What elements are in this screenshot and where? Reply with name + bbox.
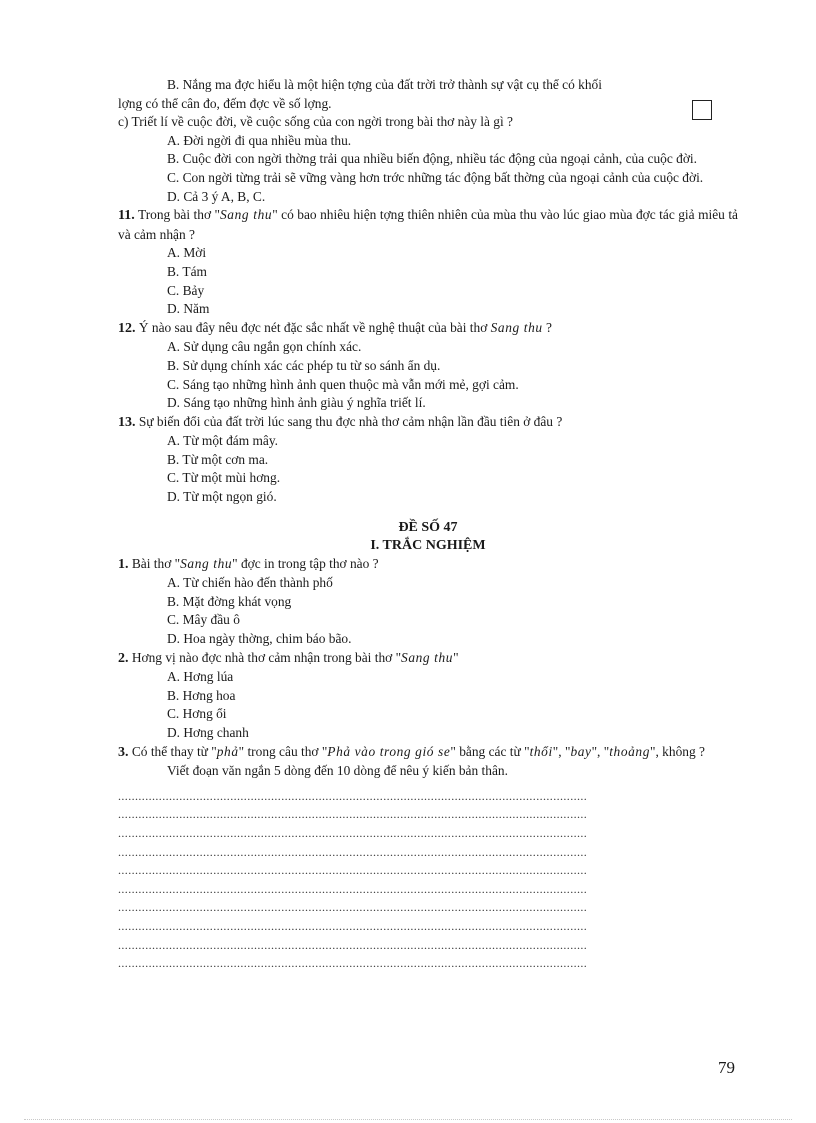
answer-line[interactable]: .......................................................................................................................................... — [118, 918, 588, 933]
s2-option-c: C. Hơng ổi — [167, 706, 227, 722]
question-11-pre: Trong bài thơ " — [137, 207, 221, 223]
s-question-3-part-5: ", " — [591, 743, 610, 759]
s2-option-b: B. Hơng hoa — [167, 687, 236, 703]
s-question-2-pre: Hơng vị nào đợc nhà thơ cảm nhận trong bài thơ " — [131, 649, 402, 665]
answer-line[interactable]: .......................................................................................................................................... — [118, 900, 588, 915]
q10b-line-1: B. Nắng ma đợc hiểu là một hiện tợng của đất trời trở thành sự vật cụ thể có khối — [167, 77, 602, 92]
answer-line[interactable]: .......................................................................................................................................... — [118, 956, 588, 971]
q13-option-c: C. Từ một mùi hơng. — [167, 470, 281, 486]
q10c-option-c: C. Con ngời từng trải sẽ vững vàng hơn trớc những tác động bất thờng của ngoại cảnh của cuộc đời. — [167, 169, 704, 185]
question-11 — [118, 206, 738, 244]
s-question-3-word-1: phả — [216, 743, 239, 759]
q10c-option-d: D. Cả 3 ý A, B, C. — [167, 188, 266, 204]
s1-option-a: A. Từ chiến hào đến thành phố — [167, 575, 333, 591]
s2-option-a: A. Hơng lúa — [167, 669, 234, 685]
s-question-3-word-4: bay — [570, 743, 592, 759]
answer-lines[interactable] — [118, 787, 738, 973]
question-12-post: ? — [542, 319, 552, 335]
q11-option-a: A. Mời — [167, 245, 207, 261]
q12-option-d: D. Sáng tạo những hình ảnh giàu ý nghĩa triết lí. — [167, 395, 426, 411]
section-title: I. TRẮC NGHIỆM — [370, 537, 486, 553]
q13-option-d: D. Từ một ngọn gió. — [167, 489, 277, 505]
answer-line[interactable]: .......................................................................................................................................... — [118, 937, 588, 952]
question-13 — [118, 413, 738, 433]
s-question-1-number: 1. — [118, 556, 129, 572]
s-question-3-part-2: " trong câu thơ " — [238, 743, 328, 759]
page-bottom-border — [24, 1119, 792, 1120]
question-12-number: 12. — [118, 320, 136, 336]
s-question-3-part-3: " bằng các từ " — [450, 743, 530, 759]
s-question-1-pre: Bài thơ " — [131, 555, 181, 571]
question-12-pre: Ý nào sau đây nêu đợc nét đặc sắc nhất về nghệ thuật của bài thơ — [138, 319, 491, 335]
exam-title: ĐỀ SỐ 47 — [398, 519, 458, 535]
q10c-option-b: B. Cuộc đời con ngời thờng trải qua nhiều biến động, nhiều tác động của ngoại cảnh, của cuộc đời. — [167, 151, 697, 167]
s1-option-b: B. Mặt đờng khát vọng — [167, 593, 292, 609]
s-question-2-number: 2. — [118, 650, 129, 666]
q12-option-a: A. Sử dụng câu ngắn gọn chính xác. — [167, 339, 362, 355]
q12-option-c: C. Sáng tạo những hình ảnh quen thuộc mà vẫn mới mẻ, gợi cảm. — [167, 376, 519, 392]
question-11-title: Sang thu — [220, 207, 273, 223]
q11-option-d: D. Năm — [167, 301, 210, 317]
answer-line[interactable]: .......................................................................................................................................... — [118, 807, 588, 822]
q13-option-b: B. Từ một cơn ma. — [167, 451, 269, 467]
q13-option-a: A. Từ một đám mây. — [167, 433, 279, 449]
question-10c-text: Triết lí về cuộc đời, về cuộc sống của con ngời trong bài thơ này là gì ? — [131, 114, 513, 130]
s-question-3-part-1: Có thể thay từ " — [131, 743, 217, 759]
question-11-post: " có bao nhiêu hiện tợng thiên nhiên của mùa thu vào lúc giao mùa đợc tác giả miêu tả và cảm nhận ? — [118, 207, 739, 242]
question-11-number: 11. — [118, 208, 135, 224]
s-question-1 — [118, 555, 738, 575]
question-10c — [118, 113, 738, 132]
q11-option-c: C. Bảy — [167, 282, 205, 298]
s-question-3 — [118, 743, 738, 763]
s1-option-d: D. Hoa ngày thờng, chim báo bão. — [167, 631, 352, 647]
q10b-line-2: lợng có thể cân đo, đếm đợc về số lợng. — [118, 95, 332, 111]
s1-option-c: C. Mây đầu ô — [167, 612, 240, 628]
answer-line[interactable]: .......................................................................................................................................... — [118, 844, 588, 859]
s-question-3-part-4: ", " — [552, 743, 571, 759]
question-10c-label: c) — [118, 114, 129, 130]
q11-option-b: B. Tám — [167, 263, 207, 279]
answer-checkbox[interactable] — [692, 100, 712, 120]
s-question-1-post: " đợc in trong tập thơ nào ? — [232, 555, 379, 571]
s-question-3-number: 3. — [118, 744, 129, 760]
s-question-2 — [118, 649, 738, 669]
question-12 — [118, 319, 738, 339]
page-number: 79 — [718, 1058, 735, 1077]
s-question-3-word-2: Phả vào trong gió se — [327, 743, 451, 759]
s2-option-d: D. Hơng chanh — [167, 725, 249, 740]
answer-line[interactable]: .......................................................................................................................................... — [118, 863, 588, 878]
s-question-1-title: Sang thu — [180, 555, 233, 571]
s-question-2-title: Sang thu — [401, 649, 454, 665]
answer-line[interactable]: .......................................................................................................................................... — [118, 881, 588, 896]
document-page — [118, 76, 738, 973]
q10c-option-a: A. Đời ngời đi qua nhiều mùa thu. — [167, 132, 352, 148]
question-13-text: Sự biến đổi của đất trời lúc sang thu đợc nhà thơ cảm nhận lần đầu tiên ở đâu ? — [138, 413, 563, 429]
s-question-3-part-6: ", không ? — [650, 743, 705, 759]
s-question-3-word-3: thổi — [529, 743, 553, 759]
answer-line[interactable]: .......................................................................................................................................... — [118, 825, 588, 840]
question-12-title: Sang thu — [490, 319, 543, 335]
s-question-2-post: " — [453, 649, 459, 665]
answer-line[interactable]: .......................................................................................................................................... — [118, 788, 588, 803]
q12-option-b: B. Sử dụng chính xác các phép tu từ so sánh ẩn dụ. — [167, 357, 441, 373]
s-question-3-word-5: thoảng — [609, 743, 651, 759]
question-13-number: 13. — [118, 414, 136, 430]
s-question-3-instruction: Viết đoạn văn ngắn 5 dòng đến 10 dòng để nêu ý kiến bản thân. — [167, 763, 508, 779]
